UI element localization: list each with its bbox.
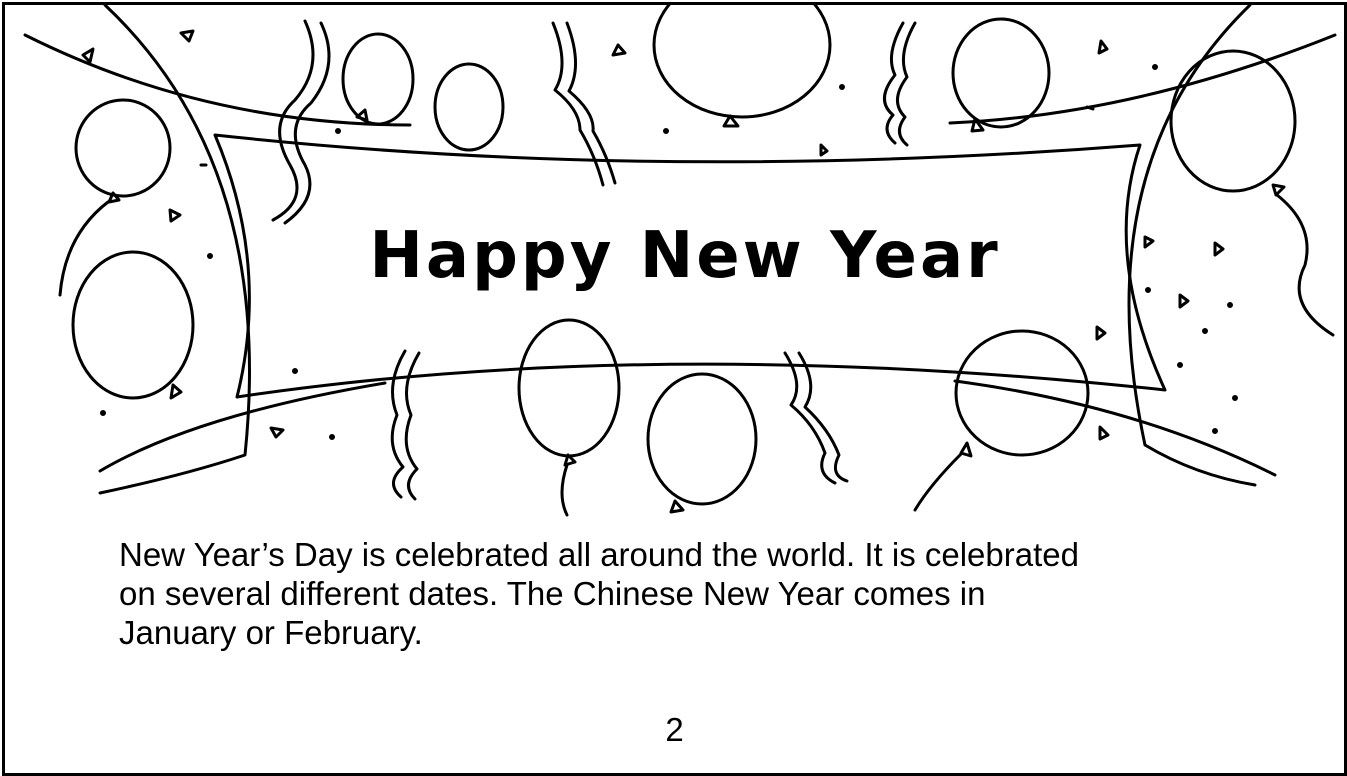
- streamer-icon: [884, 23, 915, 145]
- streamer-icon: [392, 351, 419, 499]
- balloon-icon: [343, 34, 413, 124]
- body-line: New Year’s Day is celebrated all around the world. It is celebrated: [119, 536, 1079, 573]
- bottom-arc-right: [955, 381, 1275, 475]
- balloon-icon: [915, 331, 1088, 510]
- body-line: on several different dates. The Chinese New Year comes in: [119, 575, 986, 612]
- balloon-icon: [73, 252, 193, 398]
- balloon-icon: [519, 320, 619, 515]
- body-paragraph: [119, 535, 1229, 652]
- streamer-icon: [785, 353, 847, 483]
- balloon-icon: [60, 100, 170, 295]
- balloon-icon: [1171, 51, 1333, 335]
- page-number: 2: [665, 711, 684, 748]
- top-arc-right: [950, 35, 1335, 123]
- coloring-page: [2, 2, 1347, 776]
- balloon-icon: [435, 64, 503, 150]
- banner-title: Happy New Year: [369, 219, 1001, 293]
- body-line: January or February.: [119, 614, 423, 651]
- balloon-icon: [648, 374, 756, 512]
- balloon-icon: [654, 5, 830, 126]
- party-illustration: [5, 5, 1344, 773]
